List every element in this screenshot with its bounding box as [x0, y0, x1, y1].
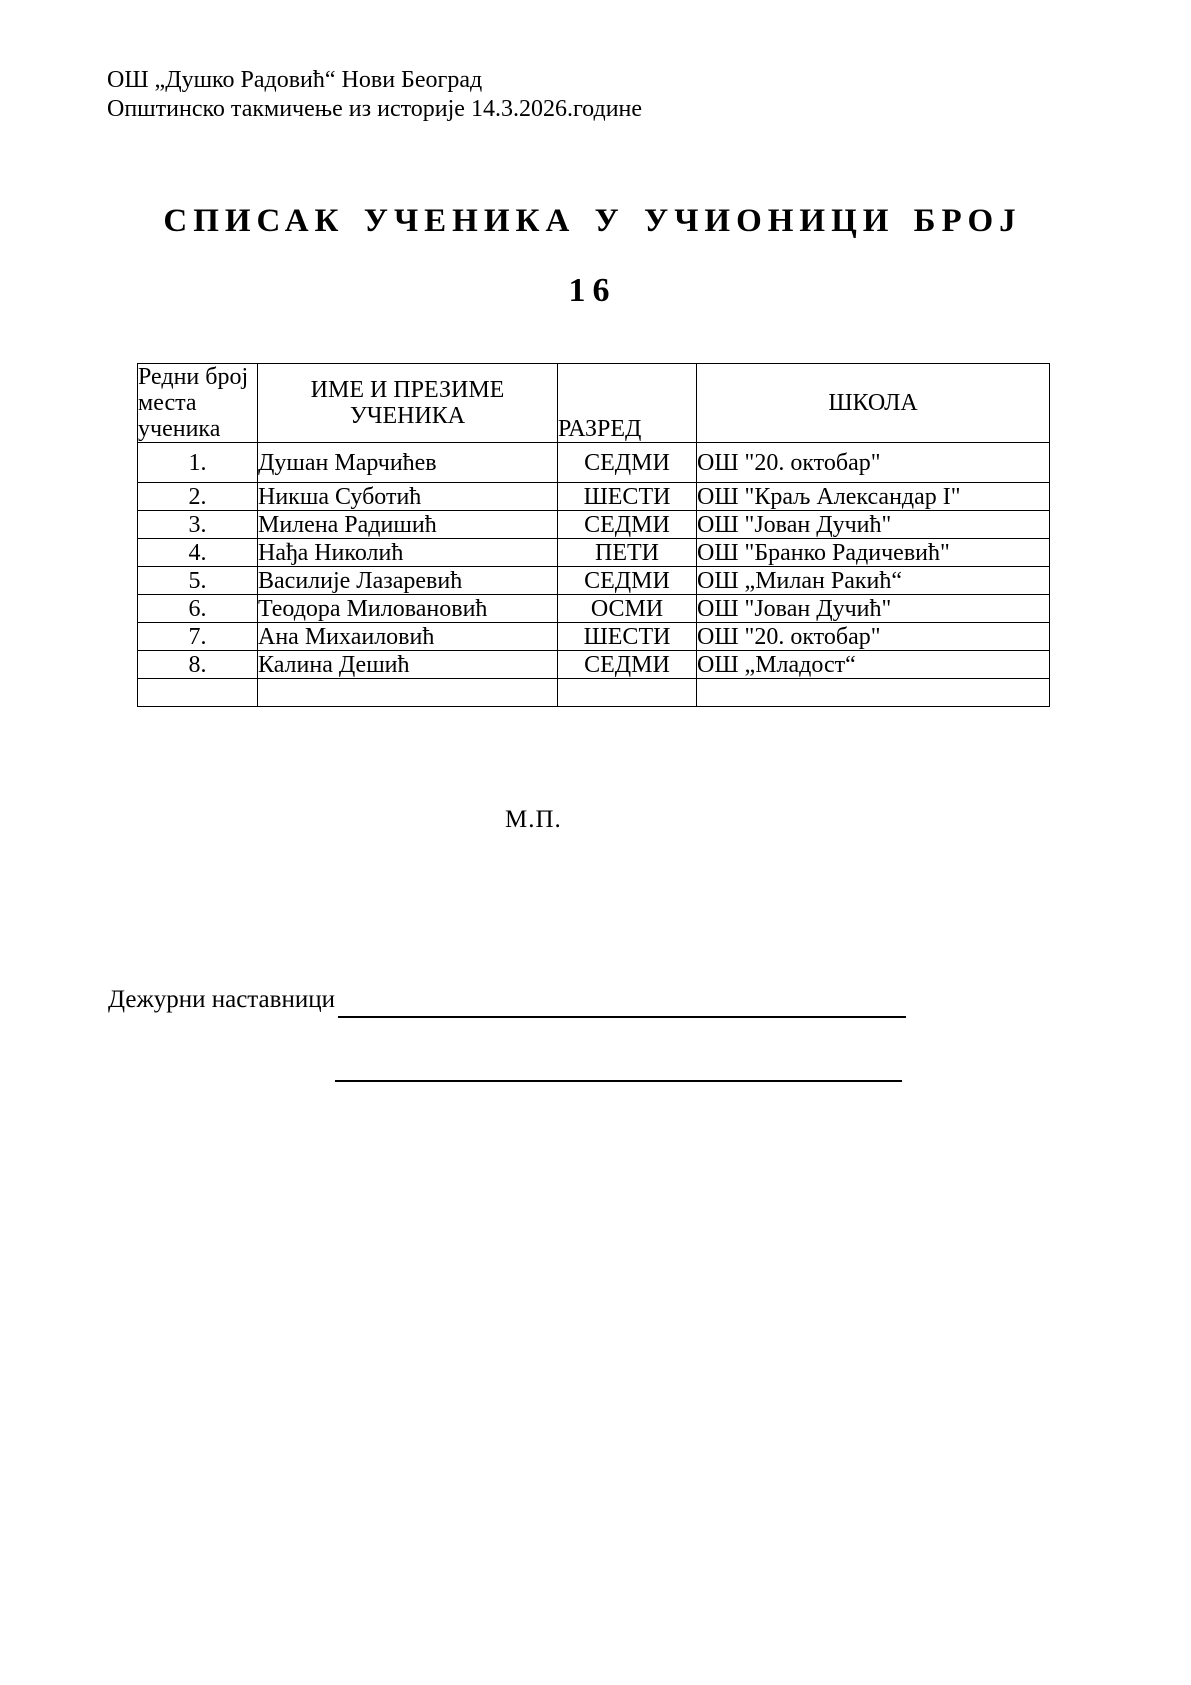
column-header-school: ШКОЛА: [697, 364, 1050, 443]
table-row: [138, 539, 1050, 567]
stamp-placeholder: М.П.: [505, 806, 562, 833]
student-name: Никша Суботић: [258, 483, 558, 511]
student-school: ОШ "20. октобар": [697, 623, 1050, 651]
student-ordinal: 7.: [138, 623, 258, 651]
empty-cell: [697, 679, 1050, 707]
teachers-label: Дежурни наставници: [108, 986, 335, 1013]
page-title: СПИСАК УЧЕНИКА У УЧИОНИЦИ БРОЈ: [163, 203, 1022, 239]
student-grade: ОСМИ: [558, 595, 697, 623]
classroom-number: 16: [568, 272, 617, 309]
student-grade: СЕДМИ: [558, 511, 697, 539]
table-row: [138, 623, 1050, 651]
doc-header-school-line: ОШ „Душко Радовић“ Нови Београд: [107, 67, 483, 93]
table-row: [138, 511, 1050, 539]
student-ordinal: 3.: [138, 511, 258, 539]
student-ordinal: 5.: [138, 567, 258, 595]
student-grade: ПЕТИ: [558, 539, 697, 567]
student-grade: СЕДМИ: [558, 443, 697, 483]
student-grade: СЕДМИ: [558, 651, 697, 679]
column-header-ordinal: Редни број места ученика: [138, 364, 258, 443]
signature-line: [335, 1080, 902, 1082]
student-name: Калина Дешић: [258, 651, 558, 679]
student-school: ОШ "Бранко Радичевић": [697, 539, 1050, 567]
table-row: [138, 651, 1050, 679]
doc-header: [107, 66, 642, 124]
student-grade: СЕДМИ: [558, 567, 697, 595]
student-school: ОШ "20. октобар": [697, 443, 1050, 483]
student-name: Ана Михаиловић: [258, 623, 558, 651]
student-ordinal: 4.: [138, 539, 258, 567]
table-row: [138, 595, 1050, 623]
empty-cell: [138, 679, 258, 707]
students-table: [137, 363, 1050, 707]
table-row-empty: [138, 679, 1050, 707]
table-row: [138, 443, 1050, 483]
student-name: Теодора Миловановић: [258, 595, 558, 623]
student-grade: ШЕСТИ: [558, 623, 697, 651]
table-row: [138, 567, 1050, 595]
student-ordinal: 8.: [138, 651, 258, 679]
table-header-row: [138, 364, 1050, 443]
doc-header-event-line: Општинско такмичење из историје 14.3.2026.године: [107, 96, 643, 122]
student-name: Душан Марчићев: [258, 443, 558, 483]
student-school: ОШ "Краљ Александар I": [697, 483, 1050, 511]
student-ordinal: 2.: [138, 483, 258, 511]
student-ordinal: 6.: [138, 595, 258, 623]
column-header-name: ИМЕ И ПРЕЗИМЕ УЧЕНИКА: [258, 364, 558, 443]
table-row: [138, 483, 1050, 511]
student-name: Нађа Николић: [258, 539, 558, 567]
column-header-grade: РАЗРЕД: [558, 364, 697, 443]
student-name: Милена Радишић: [258, 511, 558, 539]
signature-line: [338, 1016, 906, 1018]
student-school: ОШ "Јован Дучић": [697, 595, 1050, 623]
student-school: ОШ „Младост“: [697, 651, 1050, 679]
empty-cell: [558, 679, 697, 707]
student-name: Василије Лазаревић: [258, 567, 558, 595]
student-school: ОШ „Милан Ракић“: [697, 567, 1050, 595]
student-grade: ШЕСТИ: [558, 483, 697, 511]
student-ordinal: 1.: [138, 443, 258, 483]
empty-cell: [258, 679, 558, 707]
student-school: ОШ "Јован Дучић": [697, 511, 1050, 539]
